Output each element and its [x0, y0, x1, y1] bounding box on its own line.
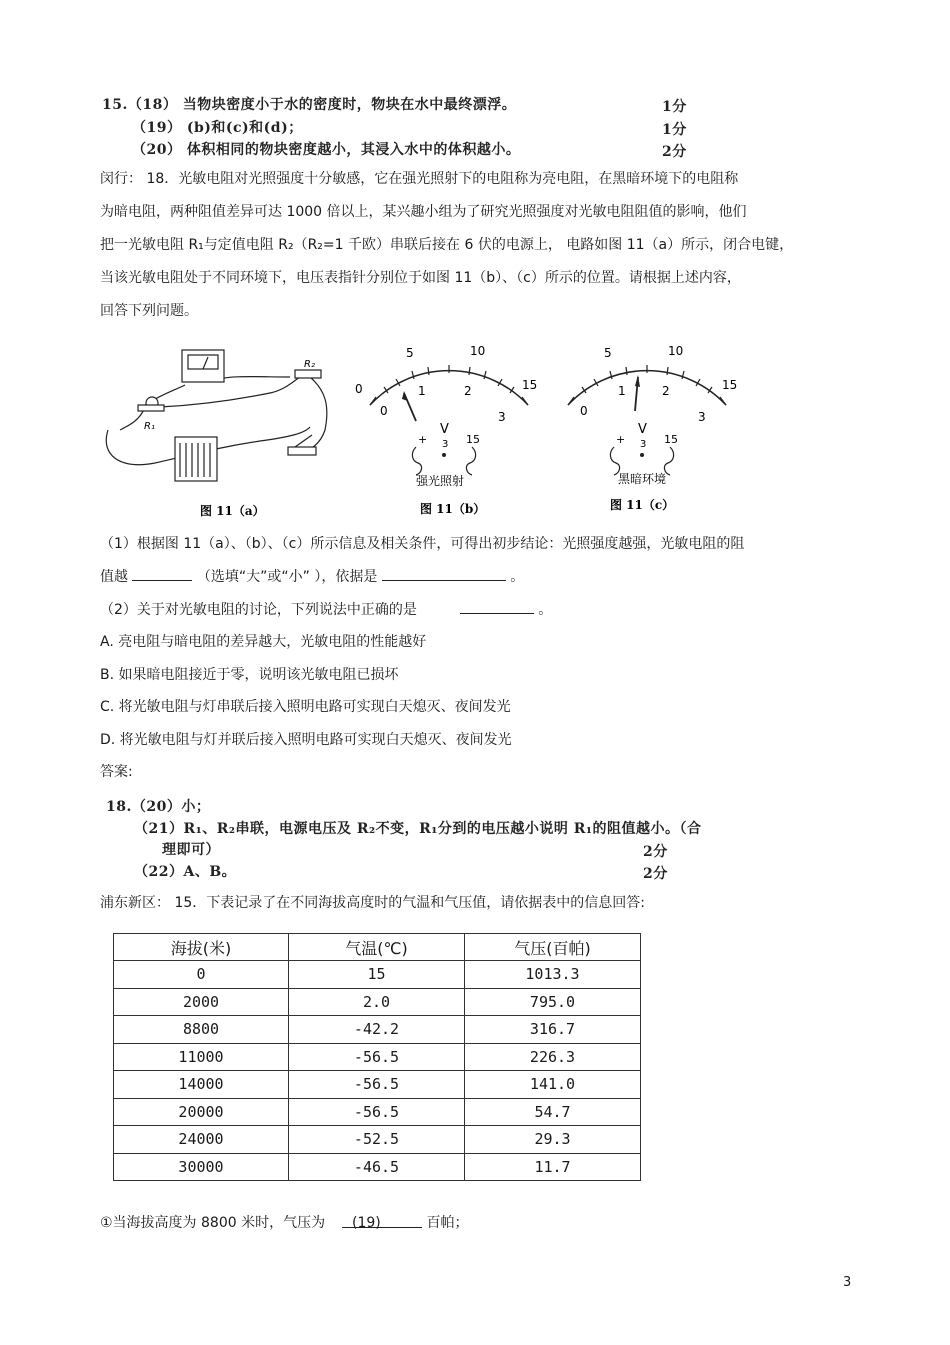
table-row: [114, 1016, 641, 1044]
answer-15-20: [132, 139, 520, 159]
cell-temperature: 15: [289, 961, 465, 989]
option-b: B. 如果暗电阻接近于零，说明该光敏电阻已损坏: [100, 667, 399, 683]
q18-part1-line1: （1）根据图 11（a）、（b）、（c）所示信息及相关条件，可得出初步结论：光照强度越强，光敏电阻的阻: [100, 536, 745, 552]
cell-temperature: -56.5: [289, 1098, 465, 1126]
table-row: [114, 1098, 641, 1126]
terminal-3: 3: [442, 439, 449, 450]
answer-text: 当物块密度小于水的密度时，物块在水中最终漂浮。: [182, 97, 517, 113]
part2-text-b: 。: [538, 602, 553, 618]
tick-5: 5: [406, 346, 414, 360]
caption-b: 图 11（b）: [420, 502, 486, 516]
tick-15: 15: [722, 378, 738, 392]
terminal-plus: +: [616, 433, 626, 446]
cell-altitude: 11000: [114, 1043, 289, 1071]
page-number: 3: [843, 1275, 852, 1290]
cell-temperature: -46.5: [289, 1153, 465, 1181]
q1-text-b: 百帕；: [426, 1215, 469, 1231]
pudong-intro: 浦东新区： 15．下表记录了在不同海拔高度时的气温和气压值，请依据表中的信息回答:: [100, 895, 645, 911]
pudong-q1: [100, 1213, 468, 1233]
terminal-15: 15: [664, 433, 678, 446]
label-dark-environment: 黑暗环境: [618, 472, 667, 486]
cell-altitude: 14000: [114, 1071, 289, 1099]
cell-altitude: 8800: [114, 1016, 289, 1044]
header-pressure: 气压(百帕): [465, 934, 641, 961]
caption-a: 图 11（a）: [200, 504, 265, 518]
header-altitude: 海拔(米): [114, 934, 289, 961]
cell-altitude: 30000: [114, 1153, 289, 1181]
part1-text-c: 。: [510, 569, 525, 585]
cell-temperature: -56.5: [289, 1071, 465, 1099]
answer-15-18: [102, 94, 516, 114]
answer-label: 15.（18）: [102, 97, 178, 113]
meter-v-label: V: [440, 422, 449, 437]
tick-3: 3: [698, 410, 706, 424]
answer-score: 2分: [662, 144, 687, 160]
q18-line-1: 闵行： 18．光敏电阻对光照强度十分敏感，它在强光照射下的电阻称为亮电阻，在黑暗环境下的电阻称: [100, 171, 739, 187]
part1-blank-reason[interactable]: [382, 566, 506, 581]
table-row: [114, 1071, 641, 1099]
cell-pressure: 141.0: [465, 1071, 641, 1099]
part2-text-a: （2）关于对光敏电阻的讨论，下列说法中正确的是: [100, 602, 417, 618]
voltmeter-c: [568, 344, 737, 512]
q1-blank-number: (19): [352, 1215, 381, 1231]
table-row: [114, 1153, 641, 1181]
part1-text-a: 值越: [100, 569, 128, 585]
tick-0: 0: [380, 404, 388, 418]
q18-part1-line2: [100, 566, 524, 587]
answer-18-20: 18.（20）小；: [106, 799, 211, 815]
terminal-plus: +: [418, 433, 428, 446]
cell-altitude: 2000: [114, 988, 289, 1016]
tick-15: 15: [522, 378, 538, 392]
answer-18-21-cont: 理即可）: [162, 842, 220, 858]
cell-temperature: -52.5: [289, 1126, 465, 1154]
caption-c: 图 11（c）: [610, 498, 675, 512]
cell-pressure: 795.0: [465, 988, 641, 1016]
answer-18-22: （22）A、B。: [134, 864, 237, 880]
answer-score: 2分: [643, 866, 668, 882]
terminal-3: 3: [640, 439, 647, 450]
circuit-diagram: [106, 350, 327, 481]
label-r1: R₁: [144, 421, 155, 432]
cell-pressure: 316.7: [465, 1016, 641, 1044]
part2-blank[interactable]: [460, 599, 534, 614]
answer-text: 体积相同的物块密度越小，其浸入水中的体积越小。: [186, 142, 521, 158]
option-d: D. 将光敏电阻与灯并联后接入照明电路可实现白天熄灭、夜间发光: [100, 732, 512, 748]
answer-label: （19）: [132, 120, 182, 136]
header-temperature: 气温(℃): [289, 934, 465, 961]
tick-10: 10: [668, 344, 684, 358]
answer-15-19: [132, 117, 303, 137]
altitude-table: [113, 933, 641, 1181]
cell-altitude: 0: [114, 961, 289, 989]
figure-11: [100, 335, 750, 520]
q18-line-2: 为暗电阻，两种阻值差异可达 1000 倍以上，某兴趣小组为了研究光照强度对光敏电阻阻值的影响，他们: [100, 204, 747, 220]
tick-0: 0: [580, 404, 588, 418]
q1-text-a: ①当海拔高度为 8800 米时，气压为: [100, 1215, 326, 1231]
tick-2: 2: [662, 384, 670, 398]
part1-blank-size[interactable]: [132, 566, 192, 581]
tick-1: 1: [618, 384, 626, 398]
label-r2: R₂: [304, 359, 315, 370]
q18-line-4: 当该光敏电阻处于不同环境下，电压表指针分别位于如图 11（b）、（c）所示的位置。请根据上述内容，: [100, 270, 741, 286]
cell-pressure: 226.3: [465, 1043, 641, 1071]
cell-pressure: 29.3: [465, 1126, 641, 1154]
table-header-row: [114, 934, 641, 961]
cell-pressure: 54.7: [465, 1098, 641, 1126]
table-row: [114, 1043, 641, 1071]
option-c: C. 将光敏电阻与灯串联后接入照明电路可实现白天熄灭、夜间发光: [100, 699, 511, 715]
q18-part2: [100, 599, 552, 620]
part1-text-b: （选填“大”或“小” ），依据是: [196, 569, 378, 585]
cell-pressure: 1013.3: [465, 961, 641, 989]
table-row: [114, 1126, 641, 1154]
tick-3: 3: [498, 410, 506, 424]
meter-zero-top: 0: [355, 382, 363, 396]
cell-pressure: 11.7: [465, 1153, 641, 1181]
tick-1: 1: [418, 384, 426, 398]
cell-altitude: 24000: [114, 1126, 289, 1154]
answer-score: 2分: [643, 844, 668, 860]
q18-line-5: 回答下列问题。: [100, 303, 198, 319]
terminal-15: 15: [466, 433, 480, 446]
meter-v-label: V: [638, 422, 647, 437]
tick-2: 2: [464, 384, 472, 398]
tick-10: 10: [470, 344, 486, 358]
voltmeter-b: [355, 344, 537, 516]
q1-blank[interactable]: [342, 1213, 422, 1231]
tick-5: 5: [604, 346, 612, 360]
cell-temperature: -56.5: [289, 1043, 465, 1071]
answer-text: (b)和(c)和(d)；: [186, 120, 303, 136]
table-row: [114, 961, 641, 989]
cell-altitude: 20000: [114, 1098, 289, 1126]
option-a: A. 亮电阻与暗电阻的差异越大，光敏电阻的性能越好: [100, 634, 427, 650]
label-strong-light: 强光照射: [416, 474, 465, 488]
answer-label: 答案:: [100, 764, 133, 780]
answer-score: 1分: [662, 99, 687, 115]
answer-18-21: （21）R₁、R₂串联，电源电压及 R₂不变，R₁分到的电压越小说明 R₁的阻值越小。（合: [134, 821, 702, 837]
answer-label: （20）: [132, 142, 182, 158]
table-row: [114, 988, 641, 1016]
cell-temperature: 2.0: [289, 988, 465, 1016]
q18-line-3: 把一光敏电阻 R₁与定值电阻 R₂（R₂=1 千欧）串联后接在 6 伏的电源上， 电路如图 11（a）所示，闭合电键，: [100, 237, 794, 253]
cell-temperature: -42.2: [289, 1016, 465, 1044]
answer-score: 1分: [662, 122, 687, 138]
